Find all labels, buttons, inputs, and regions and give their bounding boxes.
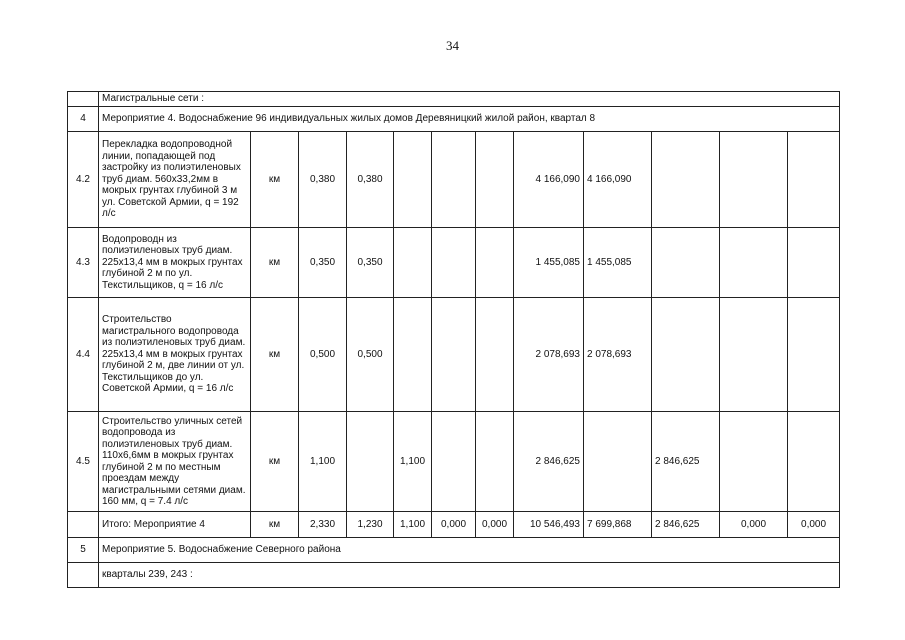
value-cell: 0,380 bbox=[347, 132, 394, 228]
value-cell bbox=[476, 412, 514, 512]
value-cell: 1,100 bbox=[299, 412, 347, 512]
value-cell: 4 166,090 bbox=[514, 132, 584, 228]
value-cell: 2 846,625 bbox=[652, 512, 720, 538]
row-number: 4.2 bbox=[68, 132, 99, 228]
value-cell: 2 846,625 bbox=[514, 412, 584, 512]
unit-cell: км bbox=[251, 512, 299, 538]
item-description: Строительство уличных сетей водопровода из полиэтиленовых труб диам. 110х6,6мм в мокрых грунтах глубиной 2 м по местным проездам между магистральными сетями диам. 160 мм, q = 7.4 л/с bbox=[99, 412, 251, 512]
value-cell bbox=[394, 298, 432, 412]
value-cell: 2 078,693 bbox=[514, 298, 584, 412]
unit-cell: км bbox=[251, 298, 299, 412]
value-cell bbox=[432, 228, 476, 298]
value-cell: 2 078,693 bbox=[584, 298, 652, 412]
value-cell bbox=[652, 132, 720, 228]
page-number: 34 bbox=[446, 38, 459, 53]
table-cell bbox=[68, 563, 99, 588]
total-row bbox=[68, 512, 840, 538]
value-cell bbox=[720, 298, 788, 412]
value-cell: 4 166,090 bbox=[584, 132, 652, 228]
value-cell bbox=[432, 298, 476, 412]
measure-title: Мероприятие 5. Водоснабжение Северного района bbox=[99, 538, 840, 563]
row-number: 4.4 bbox=[68, 298, 99, 412]
value-cell bbox=[720, 228, 788, 298]
table-row bbox=[68, 412, 840, 512]
row-number: 5 bbox=[68, 538, 99, 563]
value-cell: 1,100 bbox=[394, 512, 432, 538]
value-cell bbox=[788, 132, 840, 228]
value-cell: 0,350 bbox=[347, 228, 394, 298]
value-cell: 2 846,625 bbox=[652, 412, 720, 512]
measure-title: Мероприятие 4. Водоснабжение 96 индивидуальных жилых домов Деревяницкий жилой район, квартал 8 bbox=[99, 107, 840, 132]
unit-cell: км bbox=[251, 412, 299, 512]
value-cell bbox=[476, 298, 514, 412]
value-cell bbox=[394, 132, 432, 228]
table-row bbox=[68, 228, 840, 298]
value-cell bbox=[476, 132, 514, 228]
value-cell bbox=[432, 412, 476, 512]
value-cell: 10 546,493 bbox=[514, 512, 584, 538]
table-cell bbox=[68, 512, 99, 538]
value-cell: 7 699,868 bbox=[584, 512, 652, 538]
value-cell: 1,230 bbox=[347, 512, 394, 538]
row-number: 4.3 bbox=[68, 228, 99, 298]
value-cell bbox=[652, 228, 720, 298]
table-row bbox=[68, 538, 840, 563]
row-number: 4 bbox=[68, 107, 99, 132]
value-cell: 0,350 bbox=[299, 228, 347, 298]
value-cell bbox=[788, 412, 840, 512]
item-description: Водопроводн из полиэтиленовых труб диам. 225х13,4 мм в мокрых грунтах глубиной 2 м по ул. Текстильщиков, q = 16 л/с bbox=[99, 228, 251, 298]
section-heading: кварталы 239, 243 : bbox=[99, 563, 840, 588]
value-cell bbox=[720, 412, 788, 512]
unit-cell: км bbox=[251, 228, 299, 298]
value-cell: 0,500 bbox=[299, 298, 347, 412]
value-cell: 0,380 bbox=[299, 132, 347, 228]
value-cell bbox=[347, 412, 394, 512]
table-cell bbox=[68, 92, 99, 107]
value-cell bbox=[652, 298, 720, 412]
value-cell: 1 455,085 bbox=[514, 228, 584, 298]
value-cell bbox=[432, 132, 476, 228]
table-row bbox=[68, 132, 840, 228]
value-cell bbox=[394, 228, 432, 298]
value-cell bbox=[584, 412, 652, 512]
value-cell: 0,000 bbox=[720, 512, 788, 538]
table-row bbox=[68, 563, 840, 588]
table-row bbox=[68, 107, 840, 132]
table-row bbox=[68, 298, 840, 412]
table-row bbox=[68, 92, 840, 107]
total-label: Итого: Мероприятие 4 bbox=[99, 512, 251, 538]
value-cell: 0,000 bbox=[432, 512, 476, 538]
estimate-table bbox=[67, 91, 840, 588]
section-heading: Магистральные сети : bbox=[99, 92, 840, 107]
row-number: 4.5 bbox=[68, 412, 99, 512]
value-cell: 1 455,085 bbox=[584, 228, 652, 298]
value-cell: 1,100 bbox=[394, 412, 432, 512]
value-cell bbox=[476, 228, 514, 298]
value-cell: 0,000 bbox=[788, 512, 840, 538]
value-cell bbox=[788, 298, 840, 412]
value-cell bbox=[720, 132, 788, 228]
item-description: Перекладка водопроводной линии, попадающей под застройку из полиэтиленовых труб диам. 560х33,2мм в мокрых грунтах глубиной 3 м ул. Советской Армии, q = 192 л/с bbox=[99, 132, 251, 228]
unit-cell: км bbox=[251, 132, 299, 228]
value-cell: 0,000 bbox=[476, 512, 514, 538]
value-cell: 2,330 bbox=[299, 512, 347, 538]
value-cell: 0,500 bbox=[347, 298, 394, 412]
item-description: Строительство магистрального водопровода из полиэтиленовых труб диам. 225х13,4 мм в мокрых грунтах глубиной 2 м, две линии от ул. Текстильщиков до ул. Советской Армии, q = 16 л/с bbox=[99, 298, 251, 412]
value-cell bbox=[788, 228, 840, 298]
